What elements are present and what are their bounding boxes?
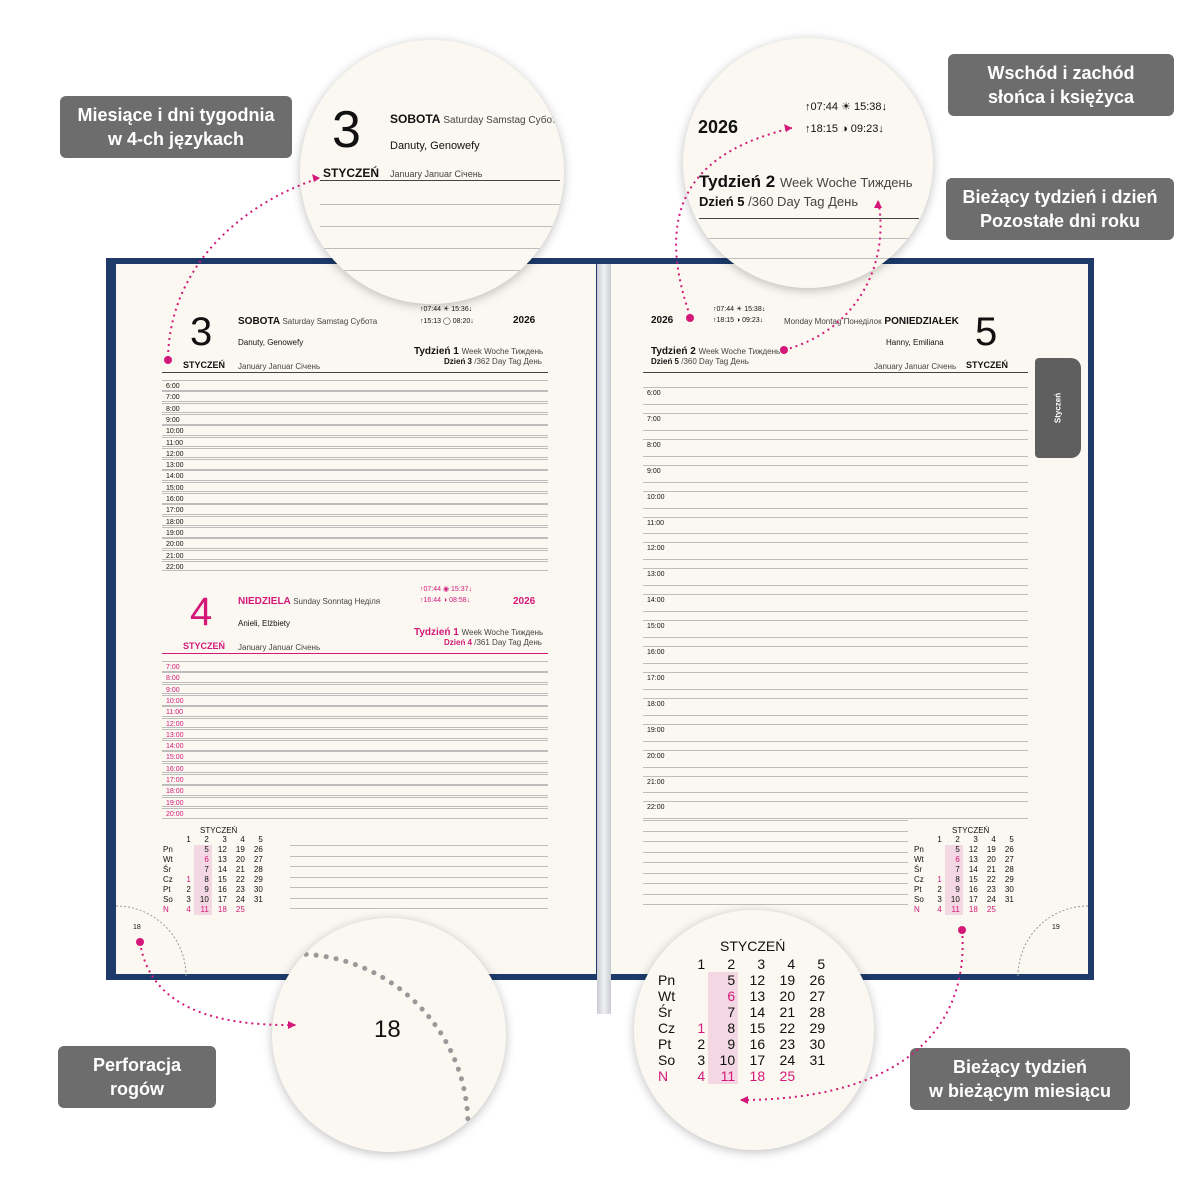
cal-date: 15	[968, 875, 978, 884]
cal-day-label: Wt	[658, 988, 676, 1004]
cal-week-number: 3	[757, 956, 766, 972]
day1-name: SOBOTA Saturday Samstag Субота	[238, 316, 378, 327]
cal-week-number: 2	[955, 835, 960, 844]
cal-date: 8	[945, 875, 963, 885]
cal-day-label: Śr	[658, 1004, 672, 1020]
cal-day-label: Wt	[163, 855, 173, 864]
cal-date: 2	[697, 1036, 706, 1052]
day1-sun: ↑07:44 ☀ 15:36↓	[420, 306, 473, 313]
cal-day-label: Cz	[163, 875, 173, 884]
zoom-month: STYCZEŃ	[323, 166, 380, 180]
cal-date: 17	[749, 1052, 766, 1068]
cal-date: 19	[235, 845, 245, 854]
cal-day-label: Pn	[914, 845, 924, 854]
hour-label: 17:00	[647, 674, 665, 682]
cal-date: 3	[937, 895, 942, 904]
zoom-year: 2026	[698, 117, 739, 137]
cal-date: 23	[235, 885, 245, 894]
hour-label: 7:00	[166, 664, 180, 671]
cal-day-label: N	[914, 905, 920, 914]
callout-week-in-month: Bieżący tydzień w bieżącym miesiącu	[910, 1048, 1130, 1110]
day1-names-day: Danuty, Genowefy	[238, 338, 304, 347]
hour-label: 13:00	[647, 571, 665, 579]
right-mini-cal-month: STYCZEŃ	[952, 826, 990, 835]
cal-day-label: N	[658, 1068, 669, 1084]
zoom-page-number: 18	[374, 1016, 401, 1043]
hour-label: 21:00	[647, 778, 665, 786]
cal-day-label: Pt	[163, 885, 171, 894]
hour-label: 6:00	[647, 390, 661, 397]
zoom-sun-times: ↑07:44 ☀ 15:38↓	[805, 101, 888, 113]
cal-date: 5	[194, 845, 212, 855]
hour-label: 18:00	[166, 788, 184, 796]
cal-date: 1	[186, 875, 191, 884]
cal-week-number: 5	[817, 956, 826, 972]
cal-day-label: So	[914, 895, 924, 904]
cal-day-label: Śr	[163, 865, 171, 874]
cal-date: 2	[937, 885, 942, 894]
hour-label: 15:00	[647, 623, 665, 631]
cal-week-number: 4	[240, 835, 245, 844]
callout-months-days: Miesiące i dni tygodnia w 4-ch językach	[60, 96, 292, 158]
zoom-cal-month: STYCZEŃ	[720, 938, 786, 954]
hour-label: 14:00	[166, 473, 184, 481]
cal-date: 29	[809, 1020, 826, 1036]
hour-label: 9:00	[166, 686, 180, 694]
day1-month: STYCZEŃ	[183, 360, 226, 370]
cal-day-label: Pt	[914, 885, 922, 894]
cal-date: 23	[986, 885, 996, 894]
cal-date: 28	[809, 1004, 826, 1020]
left-mini-cal-month: STYCZEŃ	[200, 826, 238, 835]
day2-year: 2026	[513, 596, 536, 607]
cal-date: 14	[749, 1004, 766, 1020]
month-tab-label: Styczeń	[1053, 392, 1063, 424]
cal-date: 8	[194, 875, 212, 885]
day2-month: STYCZEŃ	[183, 641, 226, 651]
day1-month-langs: January Januar Січень	[238, 362, 321, 371]
cal-date: 15	[217, 875, 227, 884]
cal-date: 12	[968, 845, 978, 854]
cal-date: 22	[235, 875, 245, 884]
hour-label: 21:00	[166, 552, 184, 560]
hour-label: 12:00	[166, 720, 184, 728]
cal-date: 1	[937, 875, 942, 884]
day1-number: 3	[190, 310, 213, 354]
cal-date: 10	[945, 895, 963, 905]
right-month: STYCZEŃ	[966, 360, 1009, 370]
cal-date: 31	[809, 1052, 826, 1068]
left-page-number: 18	[133, 924, 141, 931]
cal-date: 19	[986, 845, 996, 854]
cal-date: 6	[194, 855, 212, 865]
zoom-daynum: Dzień 5 /360 Day Tag День	[699, 194, 859, 209]
hour-label: 10:00	[166, 697, 184, 705]
cal-week-number: 1	[937, 835, 942, 844]
zoom-names-day: Danuty, Genowefy	[390, 140, 480, 152]
cal-date: 2	[186, 885, 191, 894]
cal-date: 9	[708, 1036, 738, 1052]
cal-date: 18	[749, 1068, 766, 1084]
cal-date: 10	[708, 1052, 738, 1068]
hour-label: 11:00	[166, 709, 183, 717]
hour-label: 19:00	[647, 726, 665, 734]
day1-daynum: Dzień 3 /362 Day Tag День	[444, 357, 542, 366]
day2-names-day: Anieli, Elżbiety	[238, 619, 291, 628]
hour-label: 20:00	[166, 810, 184, 818]
hour-label: 12:00	[647, 545, 665, 553]
cal-date: 24	[986, 895, 996, 904]
cal-date: 5	[708, 972, 738, 988]
cal-day-label: Pn	[658, 972, 676, 988]
hour-label: 8:00	[647, 441, 661, 449]
cal-date: 21	[986, 865, 996, 874]
cal-week-number: 5	[1009, 835, 1014, 844]
zoom-day-name: SOBOTA Saturday Samstag Субота	[390, 112, 562, 126]
cal-date: 13	[749, 988, 766, 1004]
hour-label: 11:00	[647, 519, 664, 527]
cal-week-number: 3	[222, 835, 227, 844]
hour-label: 20:00	[166, 541, 184, 549]
day2-moon: ↑16:44 ◑ 08:58↓	[420, 597, 471, 604]
hour-label: 16:00	[166, 496, 184, 503]
hour-label: 7:00	[647, 415, 661, 423]
cal-date: 5	[945, 845, 963, 855]
cal-date: 7	[945, 865, 963, 875]
cal-day-label: Cz	[914, 875, 924, 884]
cal-date: 6	[945, 855, 963, 865]
cal-week-number: 1	[186, 835, 191, 844]
zoom-week: Tydzień 2 Week Woche Тиждень	[699, 172, 913, 191]
cal-date: 13	[968, 855, 978, 864]
hour-label: 9:00	[166, 416, 180, 424]
cal-date: 8	[708, 1020, 738, 1036]
cal-date: 7	[194, 865, 212, 875]
right-day-number: 5	[975, 310, 998, 354]
hour-label: 6:00	[166, 383, 180, 390]
day2-month-langs: January Januar Січень	[238, 643, 321, 652]
cal-week-number: 4	[787, 956, 796, 972]
cal-date: 30	[809, 1036, 826, 1052]
cal-date: 26	[809, 972, 826, 988]
callout-sun-moon: Wschód i zachód słońca i księżyca	[948, 54, 1174, 116]
cal-day-label: So	[658, 1052, 676, 1068]
cal-date: 29	[253, 875, 263, 884]
cal-date: 4	[937, 905, 942, 914]
cal-date: 7	[708, 1004, 738, 1020]
right-day-name: Monday Montag Понеділок PONIEDZIAŁEK	[784, 316, 959, 327]
right-week: Tydzień 2 Week Woche Тиждень	[651, 346, 781, 357]
day2-number: 4	[190, 590, 213, 634]
hour-label: 13:00	[166, 731, 184, 739]
cal-week-number: 1	[697, 956, 706, 972]
cal-date: 21	[235, 865, 245, 874]
hour-label: 14:00	[166, 743, 184, 751]
cal-date: 16	[217, 885, 227, 894]
cal-day-label: Pn	[163, 845, 173, 854]
cal-date: 12	[217, 845, 227, 854]
cal-date: 25	[235, 905, 245, 914]
cal-date: 17	[217, 895, 227, 904]
cal-date: 27	[253, 855, 263, 864]
right-sun: ↑07:44 ☀ 15:38↓	[713, 306, 766, 313]
hour-label: 8:00	[166, 405, 180, 413]
cal-date: 9	[194, 885, 212, 895]
cal-date: 20	[779, 988, 796, 1004]
day1-year: 2026	[513, 315, 536, 326]
cal-date: 24	[779, 1052, 796, 1068]
cal-day-label: N	[163, 905, 169, 914]
hour-label: 10:00	[647, 493, 665, 501]
day2-week: Tydzień 1 Week Woche Тиждень	[414, 627, 544, 638]
cal-date: 22	[779, 1020, 796, 1036]
cal-date: 27	[809, 988, 826, 1004]
cal-date: 31	[253, 895, 263, 904]
cal-date: 13	[217, 855, 227, 864]
day2-daynum: Dzień 4 /361 Day Tag День	[444, 638, 542, 647]
zoom-month-langs: January Januar Січень	[390, 169, 483, 179]
cal-date: 6	[708, 988, 738, 1004]
cal-day-label: So	[163, 895, 173, 904]
cal-date: 14	[968, 865, 978, 874]
cal-date: 31	[1004, 895, 1014, 904]
zoom-moon-times: ↑18:15 ◑ 09:23↓	[805, 123, 884, 135]
cal-date: 22	[986, 875, 996, 884]
cal-date: 19	[779, 972, 796, 988]
cal-date: 18	[217, 905, 227, 914]
cal-date: 16	[968, 885, 978, 894]
right-daynum: Dzień 5 /360 Day Tag День	[651, 357, 749, 366]
cal-date: 30	[1004, 885, 1014, 894]
cal-date: 11	[708, 1068, 738, 1084]
day2-name: NIEDZIELA Sunday Sonntag Неділя	[238, 596, 381, 607]
hour-label: 8:00	[166, 675, 180, 683]
cal-date: 23	[779, 1036, 796, 1052]
cal-date: 26	[253, 845, 263, 854]
cal-date: 3	[186, 895, 191, 904]
hour-label: 17:00	[166, 777, 184, 784]
hour-label: 18:00	[166, 518, 184, 526]
cal-date: 29	[1004, 875, 1014, 884]
right-names-day: Hanny, Emiliana	[886, 338, 944, 347]
cal-date: 28	[1004, 865, 1014, 874]
hour-label: 11:00	[166, 439, 183, 447]
callout-perforation: Perforacja rogów	[58, 1046, 216, 1108]
hour-label: 9:00	[647, 467, 661, 475]
hour-label: 15:00	[166, 754, 184, 762]
cal-week-number: 5	[258, 835, 263, 844]
hour-label: 16:00	[166, 765, 184, 773]
cal-date: 4	[697, 1068, 706, 1084]
cal-week-number: 3	[973, 835, 978, 844]
cal-day-label: Wt	[914, 855, 924, 864]
cal-date: 30	[253, 885, 263, 894]
cal-date: 20	[235, 855, 245, 864]
cal-date: 28	[253, 865, 263, 874]
hour-label: 22:00	[647, 804, 665, 812]
cal-day-label: Śr	[914, 865, 922, 874]
hour-label: 17:00	[166, 507, 184, 515]
right-year: 2026	[651, 315, 674, 326]
cal-date: 16	[749, 1036, 766, 1052]
hour-label: 22:00	[166, 563, 184, 571]
hour-label: 12:00	[166, 450, 184, 458]
hour-label: 16:00	[647, 649, 665, 656]
hour-label: 19:00	[166, 799, 184, 807]
hour-label: 19:00	[166, 529, 184, 537]
cal-date: 11	[194, 905, 212, 915]
cal-date: 14	[217, 865, 227, 874]
hour-label: 14:00	[647, 597, 665, 605]
cal-date: 15	[749, 1020, 766, 1036]
right-moon: ↑18:15 ◑ 09:23↓	[713, 317, 764, 324]
hour-label: 10:00	[166, 428, 184, 436]
cal-date: 20	[986, 855, 996, 864]
cal-date: 25	[779, 1068, 796, 1084]
cal-date: 21	[779, 1004, 796, 1020]
day1-week: Tydzień 1 Week Woche Тиждень	[414, 346, 544, 357]
day2-sun: ↑07:44 ◉ 15:37↓	[420, 586, 473, 593]
hour-label: 13:00	[166, 462, 184, 470]
hour-label: 7:00	[166, 394, 180, 402]
cal-date: 10	[194, 895, 212, 905]
cal-week-number: 2	[727, 956, 736, 972]
callout-current-week-day: Bieżący tydzień i dzień Pozostałe dni roku	[946, 178, 1174, 240]
cal-date: 3	[697, 1052, 706, 1068]
cal-day-label: Pt	[658, 1036, 672, 1052]
hour-label: 20:00	[647, 752, 665, 760]
cal-week-number: 4	[991, 835, 996, 844]
hour-label: 15:00	[166, 484, 184, 492]
zoom-day-number: 3	[332, 101, 361, 159]
cal-date: 24	[235, 895, 245, 904]
hour-label: 18:00	[647, 700, 665, 708]
right-month-langs: January Januar Січень	[874, 362, 957, 371]
cal-date: 27	[1004, 855, 1014, 864]
cal-date: 11	[945, 905, 963, 915]
cal-week-number: 2	[204, 835, 209, 844]
cal-date: 1	[697, 1020, 706, 1036]
cal-date: 18	[968, 905, 978, 914]
cal-date: 4	[186, 905, 191, 914]
cal-date: 17	[968, 895, 978, 904]
right-page-number: 19	[1052, 924, 1060, 931]
day1-moon: ↑15:13 ◯ 08:20↓	[420, 318, 474, 325]
cal-date: 25	[986, 905, 996, 914]
cal-day-label: Cz	[658, 1020, 676, 1036]
cal-date: 12	[749, 972, 766, 988]
cal-date: 9	[945, 885, 963, 895]
cal-date: 26	[1004, 845, 1014, 854]
